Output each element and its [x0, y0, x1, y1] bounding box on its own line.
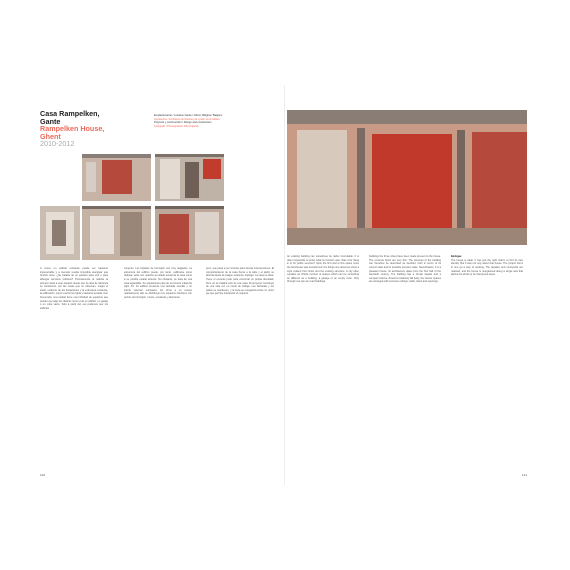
credit-line: Proyecto y construcción / Design and construction: [154, 121, 212, 124]
body-paragraph: An existing building can sometimes be rather inscrutable. It is often impossible to know what its function was. Was it for living in or for public services? Upon the first visit to this space since the farmhouse was transformed, the things one observes show a style evident from limits and the existing structure. A city often contains an infinite number of spaces which can be something as different as a building, a garage or an empty cube. Only through use can we read buildings.: [287, 255, 359, 284]
photo-interior-doorway: [155, 154, 224, 201]
text-column-1: [40, 267, 108, 313]
left-page: [40, 85, 280, 485]
body-paragraph: The house is ideal. It has just the right charm to find its own identity. But it was not only about that house. The project forms in one go a way of working. The façades and courtyards are retained, and the house is reorganised along a single axis that allows the whole to be interpreted anew.: [451, 258, 523, 277]
text-column-3: [206, 267, 274, 298]
title-english: Rampelken House, Ghent: [40, 124, 105, 141]
photo-interior-wide: [287, 110, 527, 245]
page-number: 120: [40, 473, 46, 477]
credit-line: Arquitectos / Architects architecten de vylder vinck taillieu: [154, 117, 220, 121]
text-column-2: [124, 267, 192, 302]
text-column-5: [369, 255, 441, 286]
photo-stair-detail: [40, 206, 80, 260]
page-number: 121: [521, 473, 527, 477]
photo-interior-red-wall: [82, 154, 151, 201]
right-page: [287, 85, 527, 485]
epilogue-heading: Epilogue: [451, 255, 462, 258]
photo-interior-room: [82, 206, 151, 260]
text-column-6: [451, 255, 523, 279]
body-paragraph: A veces un edificio existente puede ser bastante impenetrable y a menudo resulta imposible averiguar qué función tiene. ¿Se trataba de un espacio para vivir o para albergar servicios públicos? Precisamente al realizar la primera visita a este espacio desde que la casa de labranza se transformó, por las cosas que se observan, surgía el estilo, evidente de las limitaciones y la estructura existente, la edificación, como una forma rígida y bastante pesada. Con frecuencia, una ciudad tiene una infinidad de espacios que pueden ser algo tan distinto como el de un edificio, un garaje o un cubo vacío. Solo a partir del uso podemos leer los edificios.: [40, 267, 108, 310]
credit-line: Emplazamiento / Location Gante / Ghent, Bélgica / Belgium: [154, 114, 223, 117]
body-paragraph: puro, que pasa a ser síntesis para futuras intervenciones. El comportamiento de la casa frente a la calle y el jardín se aborda desde la imagen existente. Epílogo. La casa es ideal. Tiene el encanto justo para encontrar su propia identidad. Pero no se trataba solo de esa casa. El proyecto constituye de una sola vez un modo de trabajo. Las fachadas y los patios se mantienen, y la casa se reorganiza sobre un único eje que permite interpretar el conjunto.: [206, 267, 274, 296]
text-column-4: [287, 255, 359, 286]
body-paragraph: buildings the three slices have been made present to the house. The concrete floors are very thin. The structure of the building can therefore be described as doubtful, both in terms of its current state and its possible previous state. Nevertheless, it is a pleasant house. Its architecture dates from the first half of the twentieth century. The building has a simple façade and a compact volume. Around a relatively tall body, the interior spaces are arranged with concrete ceilings, walls, stairs and openings.: [369, 255, 441, 284]
title-spanish: Casa Rampelken, Gante: [40, 109, 100, 126]
project-years: 2010-2012: [40, 139, 75, 149]
project-credits: [154, 114, 279, 128]
credit-line: Fotógrafo / Photographer Filip Dujardin: [154, 124, 199, 128]
article-title-block: [40, 110, 112, 148]
body-paragraph: conjunto. Los forjados de hormigón son muy delgados. La estructura del edificio puede, por tanto, calificarse como dudosa; tanto con relación al estado actual de la casa como a su posible estado anterior. No obstante, se trata de una casa agradable. Su arquitectura para de la primera mitad del siglo XX. El edificio presenta una fachada sencilla y un sobrio volumen compacto. En torno a un cuerpo relativamente alto se distribuyen los espacios interiores con techos de hormigón, muros, escaleras y aberturas.: [124, 267, 192, 299]
photo-interior-red-partition: [155, 206, 224, 260]
gutter-divider: [284, 85, 285, 485]
